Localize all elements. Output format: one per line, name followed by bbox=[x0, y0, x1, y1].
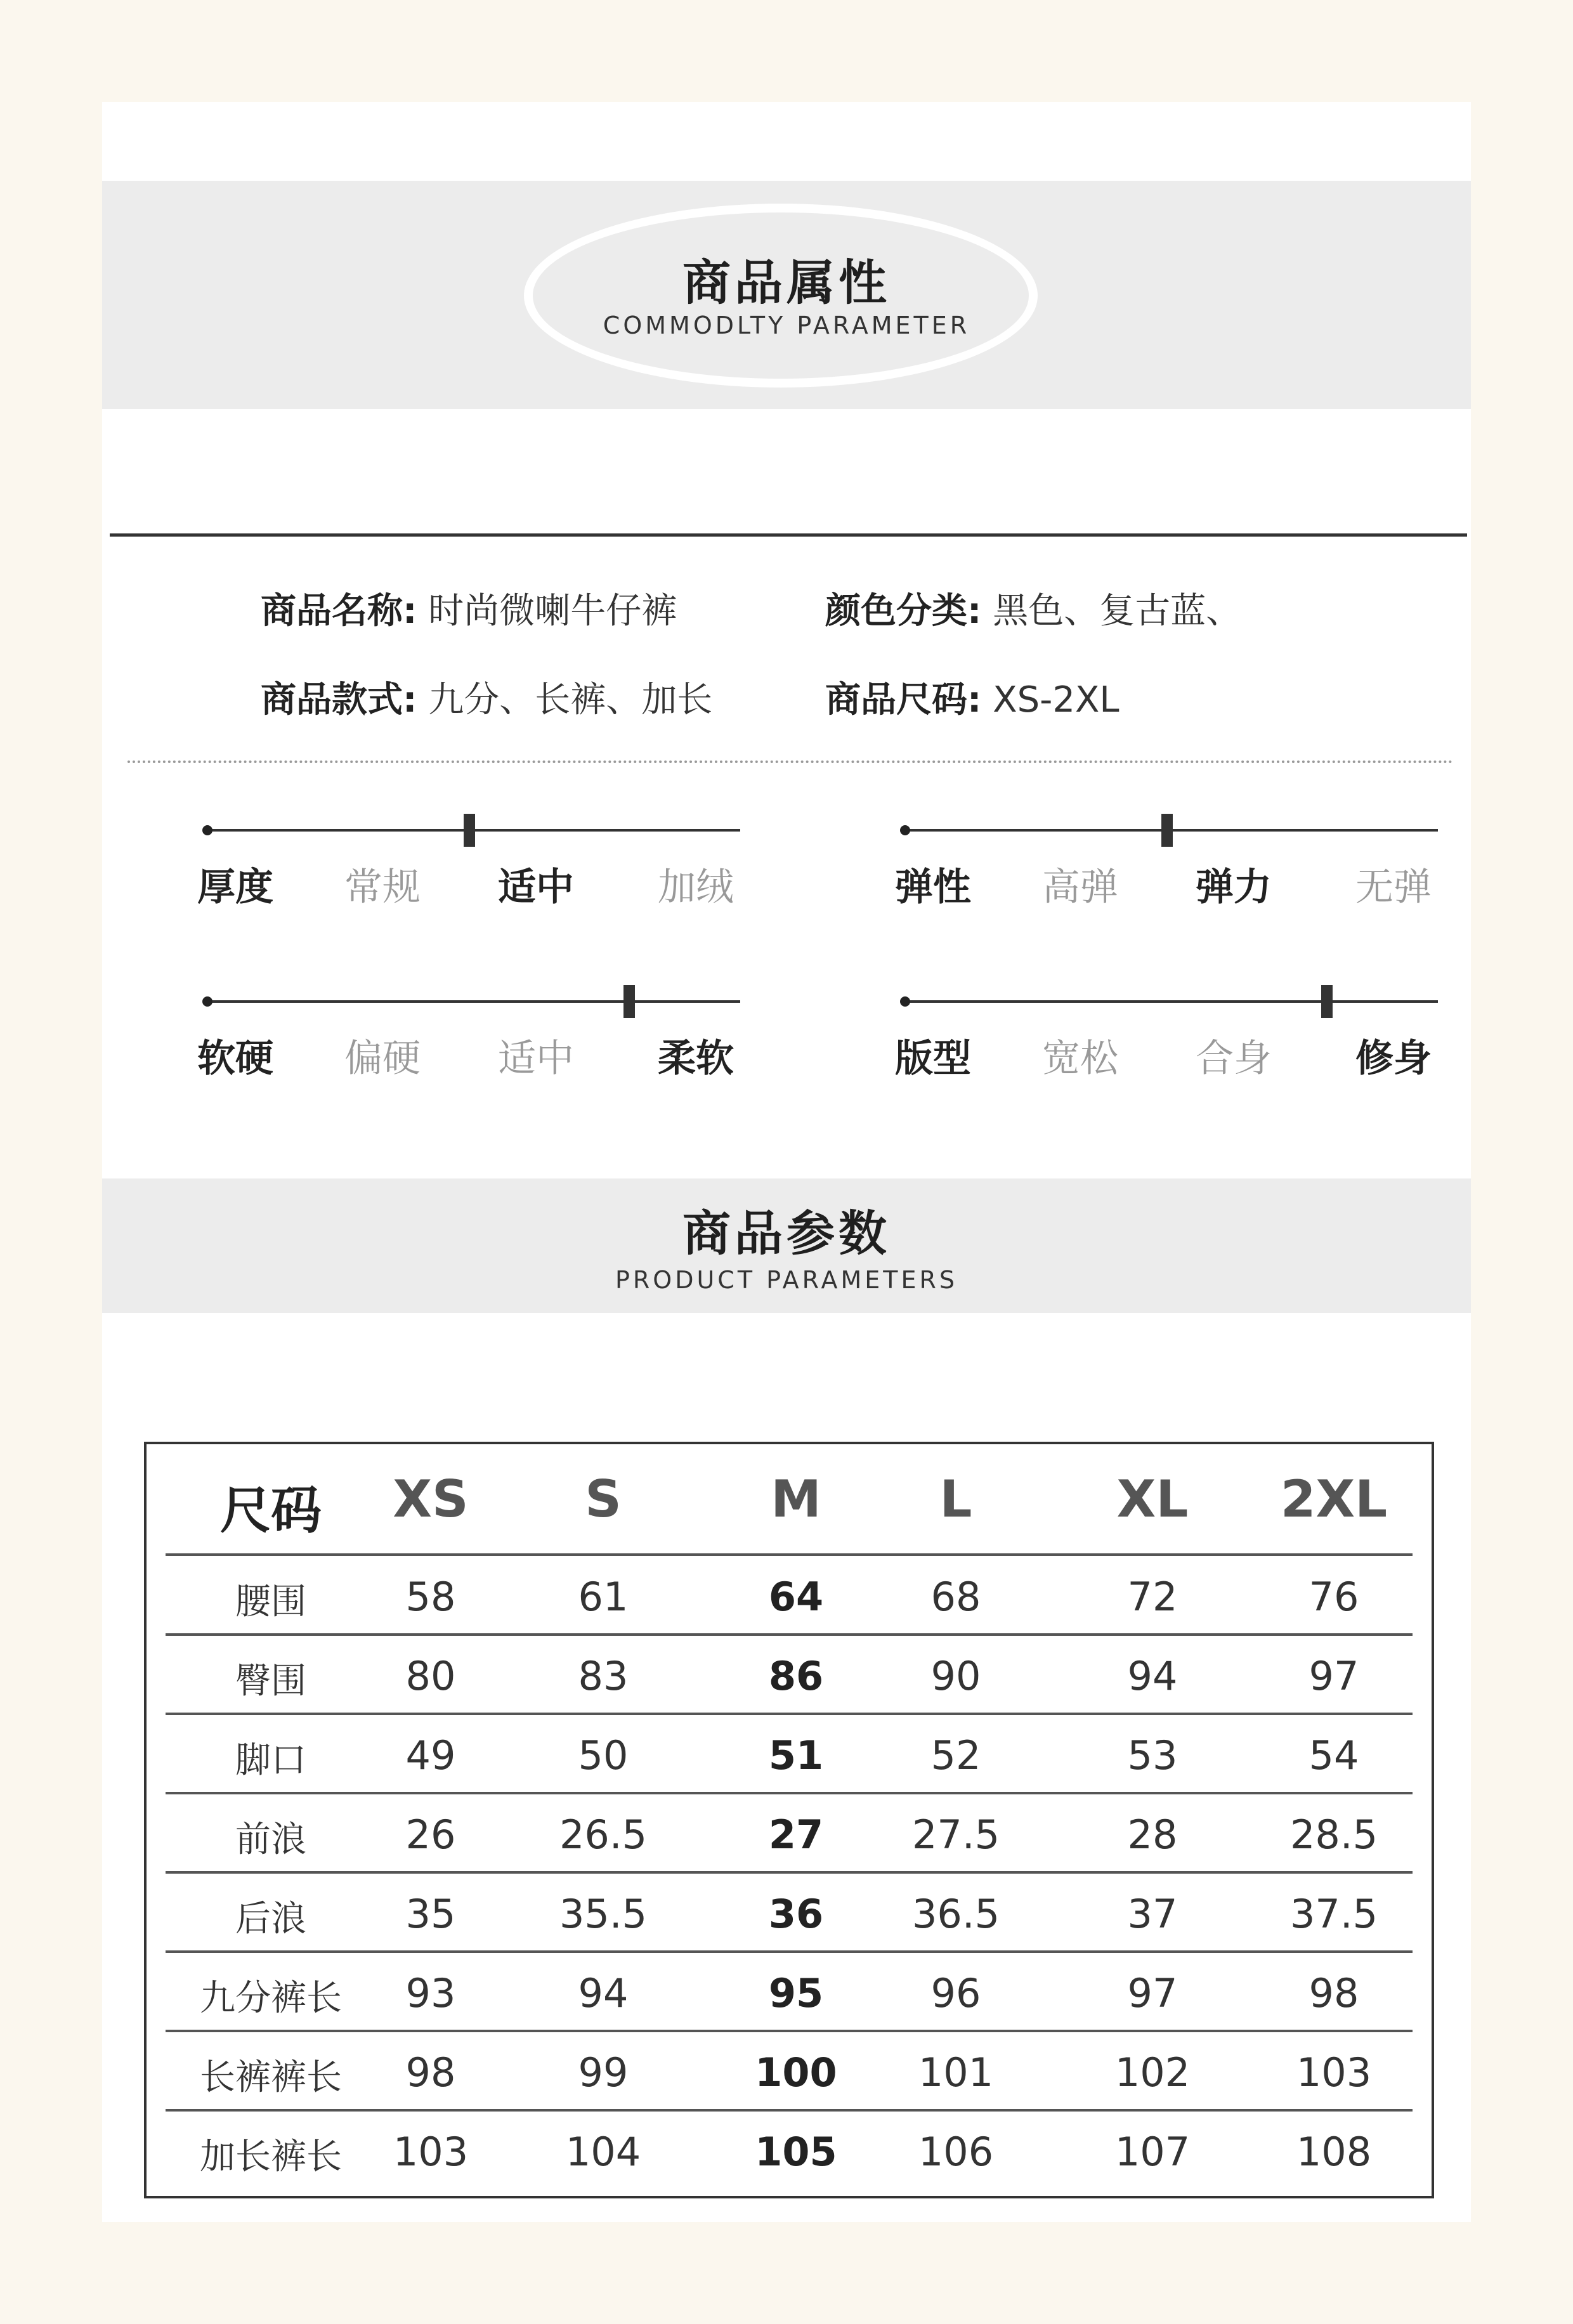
row-label-cell: 脚口 bbox=[235, 1740, 306, 1781]
scale-option: 合身 bbox=[1196, 1036, 1272, 1081]
value-cell: 58 bbox=[405, 1574, 456, 1620]
scale-track bbox=[207, 1000, 740, 1003]
value-cell: 100 bbox=[755, 2049, 837, 2096]
value-cell: 99 bbox=[578, 2049, 629, 2096]
value-cell: 28.5 bbox=[1289, 1812, 1378, 1858]
table-row bbox=[147, 1635, 1432, 1714]
value-cell: 83 bbox=[578, 1653, 629, 1699]
value-cell: 37.5 bbox=[1289, 1891, 1378, 1937]
scale-title: 厚度 bbox=[197, 865, 273, 910]
value-cell: 64 bbox=[768, 1574, 824, 1620]
value-cell: 98 bbox=[1309, 1970, 1359, 2016]
value-cell: 36 bbox=[768, 1891, 824, 1937]
value-cell: 72 bbox=[1127, 1574, 1178, 1620]
value-cell: 94 bbox=[1127, 1653, 1178, 1699]
row-label-cell: 臀围 bbox=[235, 1661, 306, 1702]
value-cell: 90 bbox=[930, 1653, 981, 1699]
value-cell: 97 bbox=[1309, 1653, 1359, 1699]
row-label-cell: 后浪 bbox=[235, 1898, 306, 1940]
header-cell: XS bbox=[393, 1470, 469, 1529]
scale-option: 适中 bbox=[498, 865, 574, 910]
info-label: 商品尺码: bbox=[825, 679, 982, 721]
scale-title: 软硬 bbox=[197, 1036, 273, 1081]
value-cell: 27 bbox=[768, 1812, 824, 1858]
value-cell: 26.5 bbox=[559, 1812, 648, 1858]
row-label-cell: 前浪 bbox=[235, 1819, 306, 1860]
scale-marker bbox=[464, 814, 475, 847]
value-cell: 93 bbox=[405, 1970, 456, 2016]
value-cell: 26 bbox=[405, 1812, 456, 1858]
value-cell: 86 bbox=[768, 1653, 824, 1699]
scale-option: 无弹 bbox=[1355, 865, 1432, 910]
scale-1 bbox=[172, 806, 743, 933]
value-cell: 52 bbox=[930, 1732, 981, 1779]
scale-title: 版型 bbox=[895, 1036, 971, 1081]
scale-option: 宽松 bbox=[1042, 1036, 1118, 1081]
value-cell: 49 bbox=[405, 1732, 456, 1779]
size-table bbox=[144, 1442, 1434, 2198]
scale-title: 弹性 bbox=[895, 865, 971, 910]
attributes-subtitle: COMMODLTY PARAMETER bbox=[603, 311, 970, 339]
value-cell: 101 bbox=[918, 2049, 994, 2096]
section-divider bbox=[110, 533, 1467, 537]
value-cell: 35.5 bbox=[559, 1891, 648, 1937]
scale-marker bbox=[1161, 814, 1173, 847]
product-detail-card bbox=[102, 102, 1471, 2222]
parameters-subtitle: PRODUCT PARAMETERS bbox=[615, 1266, 958, 1294]
table-row bbox=[147, 1873, 1432, 1952]
value-cell: 28 bbox=[1127, 1812, 1178, 1858]
value-cell: 97 bbox=[1127, 1970, 1178, 2016]
header-cell: 2XL bbox=[1280, 1470, 1388, 1529]
table-row bbox=[147, 1556, 1432, 1635]
header-cell: L bbox=[939, 1470, 972, 1529]
info-size bbox=[825, 672, 1119, 722]
value-cell: 53 bbox=[1127, 1732, 1178, 1779]
scale-start-dot bbox=[900, 825, 910, 835]
value-cell: 27.5 bbox=[911, 1812, 1000, 1858]
scale-option: 常规 bbox=[344, 865, 421, 910]
parameters-header-band bbox=[102, 1178, 1471, 1313]
value-cell: 51 bbox=[768, 1732, 824, 1779]
value-cell: 36.5 bbox=[911, 1891, 1000, 1937]
scale-3 bbox=[172, 977, 743, 1104]
scale-track bbox=[905, 1000, 1438, 1003]
value-cell: 76 bbox=[1309, 1574, 1359, 1620]
value-cell: 37 bbox=[1127, 1891, 1178, 1937]
scale-option: 偏硬 bbox=[344, 1036, 421, 1081]
info-style bbox=[261, 672, 712, 722]
info-color bbox=[825, 583, 1241, 634]
info-label: 商品款式: bbox=[261, 679, 417, 721]
value-cell: 95 bbox=[768, 1970, 824, 2016]
value-cell: 96 bbox=[930, 1970, 981, 2016]
header-cell: 尺码 bbox=[220, 1481, 322, 1540]
scale-option: 弹力 bbox=[1196, 865, 1272, 910]
dotted-divider bbox=[127, 761, 1453, 763]
parameters-title: 商品参数 bbox=[682, 1205, 891, 1262]
scale-start-dot bbox=[202, 825, 212, 835]
table-row bbox=[147, 2032, 1432, 2110]
header-cell: M bbox=[771, 1470, 821, 1529]
info-value: 时尚微喇牛仔裤 bbox=[428, 591, 677, 632]
scale-option: 高弹 bbox=[1042, 865, 1118, 910]
scale-start-dot bbox=[202, 996, 212, 1007]
row-label-cell: 长裤裤长 bbox=[200, 2057, 342, 2098]
value-cell: 108 bbox=[1296, 2129, 1372, 2175]
scale-option: 加绒 bbox=[658, 865, 734, 910]
scale-marker bbox=[1321, 985, 1333, 1018]
scale-2 bbox=[870, 806, 1440, 933]
value-cell: 54 bbox=[1309, 1732, 1359, 1779]
value-cell: 35 bbox=[405, 1891, 456, 1937]
value-cell: 94 bbox=[578, 1970, 629, 2016]
info-value: 九分、长裤、加长 bbox=[428, 679, 713, 721]
header-cell: S bbox=[585, 1470, 622, 1529]
scale-marker bbox=[623, 985, 635, 1018]
scale-option: 适中 bbox=[498, 1036, 574, 1081]
table-header bbox=[147, 1444, 1432, 1553]
table-row bbox=[147, 1952, 1432, 2031]
info-label: 颜色分类: bbox=[825, 591, 982, 632]
value-cell: 68 bbox=[930, 1574, 981, 1620]
row-label-cell: 九分裤长 bbox=[200, 1978, 342, 2019]
value-cell: 106 bbox=[918, 2129, 994, 2175]
value-cell: 105 bbox=[755, 2129, 837, 2175]
info-label: 商品名称: bbox=[261, 591, 417, 632]
attributes-title: 商品属性 bbox=[682, 254, 891, 311]
value-cell: 102 bbox=[1114, 2049, 1191, 2096]
row-label-cell: 加长裤长 bbox=[200, 2136, 342, 2177]
info-value: XS-2XL bbox=[993, 679, 1119, 721]
scale-start-dot bbox=[900, 996, 910, 1007]
value-cell: 61 bbox=[578, 1574, 629, 1620]
scale-option: 修身 bbox=[1355, 1036, 1432, 1081]
value-cell: 50 bbox=[578, 1732, 629, 1779]
value-cell: 103 bbox=[393, 2129, 469, 2175]
value-cell: 80 bbox=[405, 1653, 456, 1699]
info-value: 黑色、复古蓝、 bbox=[993, 591, 1242, 632]
row-label-cell: 腰围 bbox=[235, 1581, 306, 1622]
table-row bbox=[147, 1794, 1432, 1872]
attributes-header-band bbox=[102, 181, 1471, 409]
scale-4 bbox=[870, 977, 1440, 1104]
table-row bbox=[147, 2111, 1432, 2190]
header-cell: XL bbox=[1116, 1470, 1189, 1529]
value-cell: 104 bbox=[565, 2129, 641, 2175]
info-product-name bbox=[261, 583, 677, 634]
value-cell: 98 bbox=[405, 2049, 456, 2096]
scale-option: 柔软 bbox=[658, 1036, 734, 1081]
table-row bbox=[147, 1714, 1432, 1793]
value-cell: 107 bbox=[1114, 2129, 1191, 2175]
value-cell: 103 bbox=[1296, 2049, 1372, 2096]
